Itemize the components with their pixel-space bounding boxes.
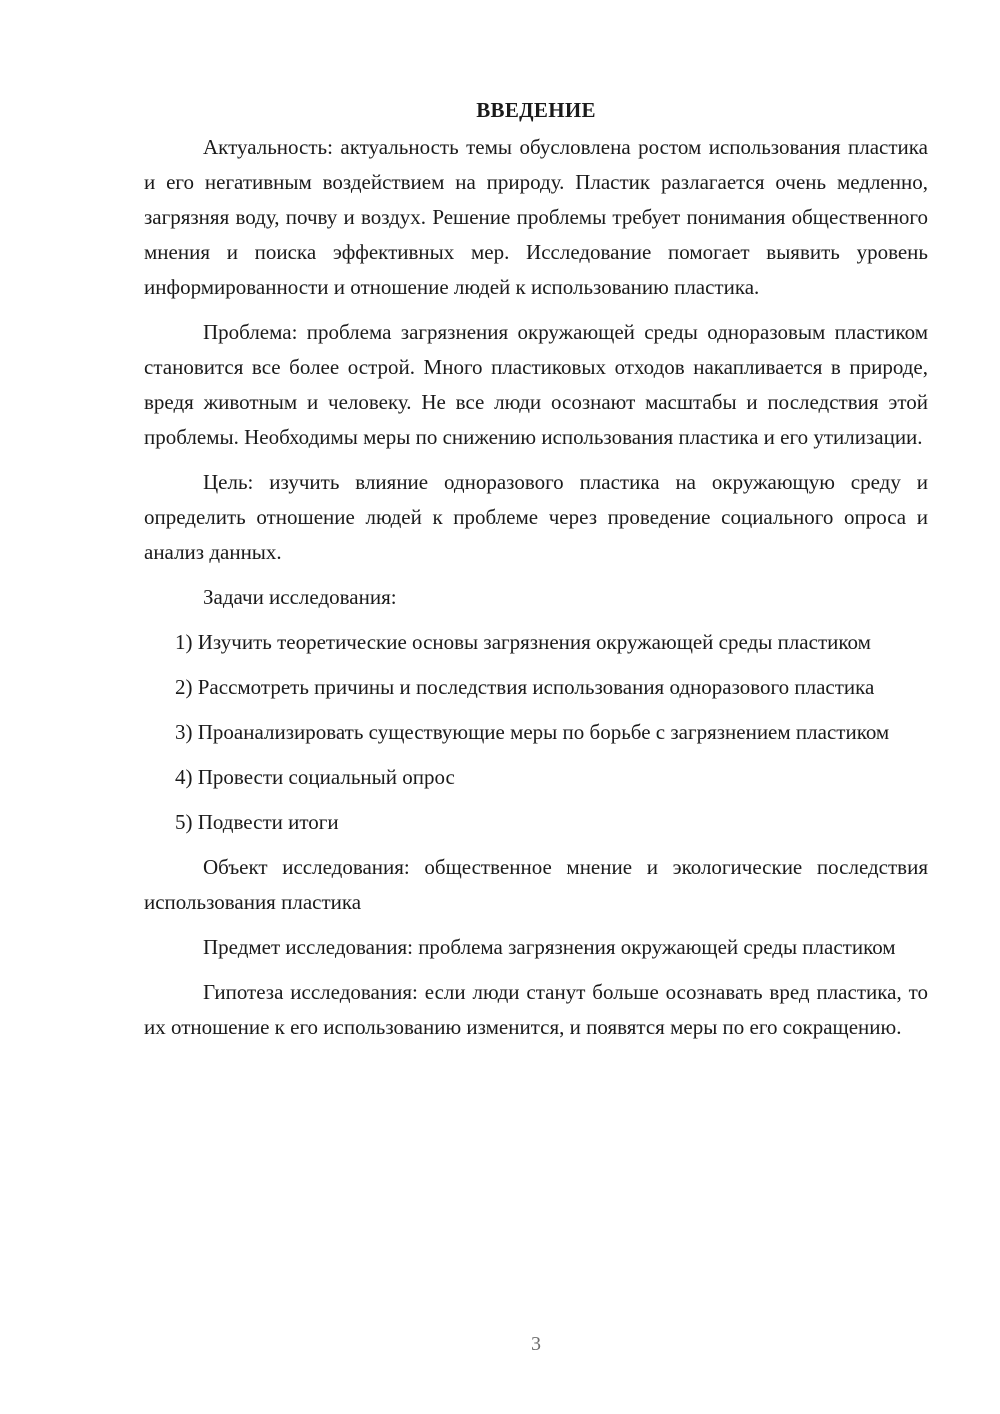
subject-paragraph: Предмет исследования: проблема загрязнения окружающей среды пластиком xyxy=(203,935,896,959)
list-item: 3) Проанализировать существующие меры по борьбе с загрязнением пластиком xyxy=(175,720,890,744)
list-item: 5) Подвести итоги xyxy=(175,810,339,834)
list-item: 1) Изучить теоретические основы загрязнения окружающей среды пластиком xyxy=(175,630,871,654)
tasks-list xyxy=(144,625,928,840)
list-item: 2) Рассмотреть причины и последствия использования одноразового пластика xyxy=(175,675,875,699)
list-item: 4) Провести социальный опрос xyxy=(175,765,455,789)
page-title: ВВЕДЕНИЕ xyxy=(476,98,596,122)
problem-paragraph: Проблема: проблема загрязнения окружающей среды одноразовым пластиком становится все более острой. Много пластиковых отходов накапливается в природе, вредя животным и человеку. Не все люди осознают масштабы и последствия этой проблемы. Необходимы меры по снижению использования пластика и его утилизации. xyxy=(144,320,928,449)
tasks-heading: Задачи исследования: xyxy=(203,585,397,609)
hypothesis-paragraph: Гипотеза исследования: если люди станут больше осознавать вред пластика, то их отношение к его использованию изменится, и появятся меры по его сокращению. xyxy=(144,980,928,1039)
object-paragraph: Объект исследования: общественное мнение и экологические последствия использования пластика xyxy=(144,855,928,914)
page-number: 3 xyxy=(531,1333,541,1355)
relevance-paragraph: Актуальность: актуальность темы обусловлена ростом использования пластика и его негативным воздействием на природу. Пластик разлагается очень медленно, загрязняя воду, почву и воздух. Решение проблемы требует понимания общественного мнения и поиска эффективных мер. Исследование помогает выявить уровень информированности и отношение людей к использованию пластика. xyxy=(144,135,928,299)
goal-paragraph: Цель: изучить влияние одноразового пластика на окружающую среду и определить отношение людей к проблеме через проведение социального опроса и анализ данных. xyxy=(144,470,928,564)
document-page xyxy=(144,92,928,1055)
